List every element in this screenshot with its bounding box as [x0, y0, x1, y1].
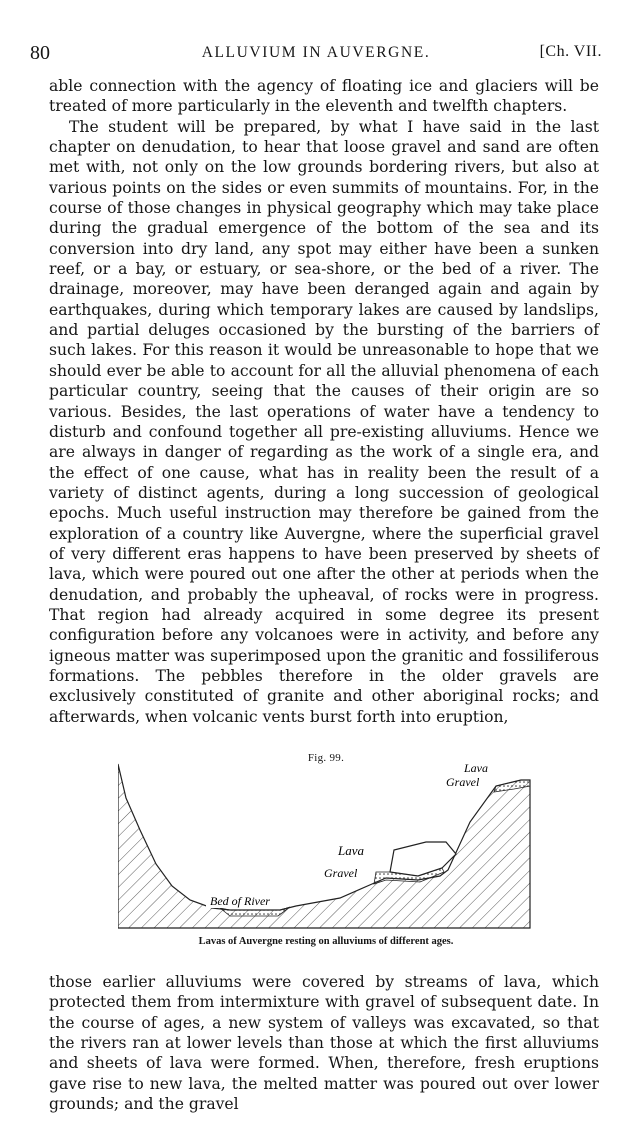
figure-label: Fig. 99.	[307, 752, 345, 764]
running-title: ALLUVIUM IN AUVERGNE.	[201, 44, 431, 61]
body-text-top	[49, 76, 599, 727]
label-lava-top: Lava	[464, 761, 488, 775]
paragraph-bottom: those earlier alluviums were covered by streams of lava, which protected them from intermixture with gravel of subsequent date. In the course of ages, a new system of valleys was excavated, so that the rivers ran at lower levels than those at which the first alluviums and sheets of lava were formed. When, therefore, fresh eruptions gave rise to new lava, the melted matter was poured out over lower grounds; and the gravel	[49, 973, 599, 1114]
label-lava-middle: Lava	[338, 843, 364, 858]
chapter-marker: [Ch. VII.	[539, 43, 602, 60]
running-header	[30, 42, 602, 68]
valley-cross-section-diagram	[118, 760, 534, 936]
figure-caption: Lavas of Auvergne resting on alluviums of different ages.	[198, 936, 454, 947]
paragraph: The student will be prepared, by what I have said in the last chapter on denudation, to hear that loose gravel and sand are often met with, not only on the low grounds bordering rivers, but also at various points on the sides or even summits of mountains. For, in the course of those changes in physical geography which may take place during the gradual emergence of the bottom of the sea and its conversion into dry land, any spot may either have been a sunken reef, or a bay, or estuary, or sea-shore, or the bed of a river. The drainage, moreover, may have been deranged again and again by earthquakes, during which temporary lakes are caused by landslips, and partial deluges occasioned by the bursting of the barriers of such lakes. For this reason it would be unreasonable to hope that we should ever be able to account for all the alluvial phenomena of each particular country, seeing that the causes of their origin are so various. Besides, the last operations of water have a tendency to disturb and confound together all pre-existing alluviums. Hence we are always in danger of regarding as the work of a single era, and the effect of one cause, what has in reality been the result of a variety of distinct agents, during a long succession of geological epochs. Much useful instruction may therefore be gained from the exploration of a country like Auvergne, where the superficial gravel of very different eras happens to have been preserved by sheets of lava, which were poured out one after the other at periods when the denudation, and probably the upheaval, of rocks were in progress. That region had already acquired in some degree its present configuration before any volcanoes were in activity, and before any igneous matter was superimposed upon the granitic and fossiliferous formations. The pebbles therefore in the older gravels are exclusively constituted of granite and other aboriginal rocks; and afterwards, when volcanic vents burst forth into eruption,	[49, 117, 599, 726]
page-number: 80	[30, 42, 50, 64]
figure-99	[118, 752, 534, 952]
river-bed-gravel	[220, 907, 290, 916]
label-gravel-top: Gravel	[446, 775, 480, 789]
paragraph-continuation: able connection with the agency of floating ice and glaciers will be treated of more particularly in the eleventh and twelfth chapters.	[49, 77, 599, 116]
label-gravel-middle: Gravel	[324, 866, 358, 880]
label-river-bed: Bed of River	[210, 894, 270, 908]
body-text-bottom	[49, 972, 599, 1114]
